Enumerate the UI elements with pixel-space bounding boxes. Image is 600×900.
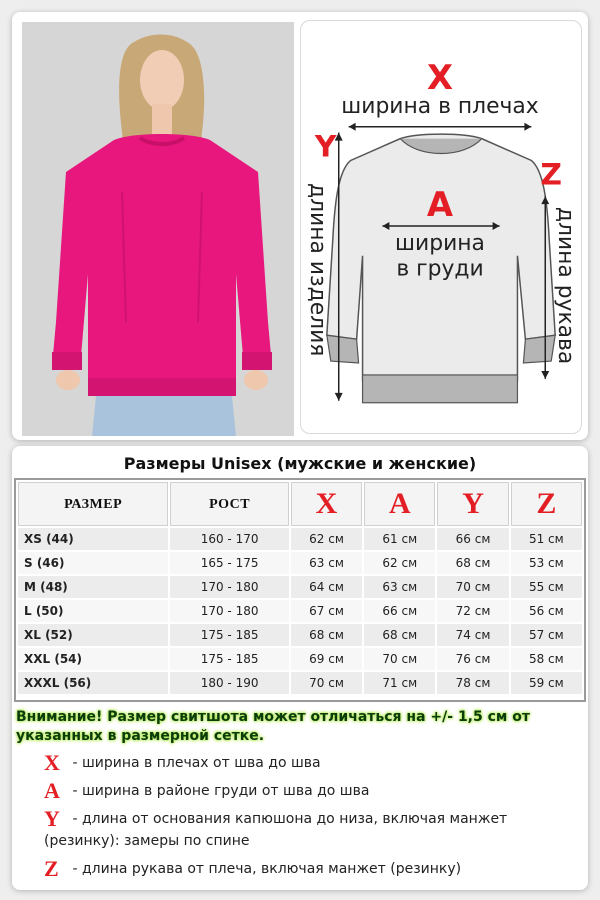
y-cell: 66 см [437, 528, 508, 550]
table-row [18, 600, 582, 622]
y-cell: 68 см [437, 552, 508, 574]
table-row [18, 552, 582, 574]
measurement-diagram [300, 20, 582, 434]
legend-item-y [44, 808, 574, 852]
x-cell: 62 см [291, 528, 362, 550]
size-warning: Внимание! Размер свитшота может отличаться на +/- 1,5 см от указанных в размерной сетке. [16, 709, 530, 744]
height-cell: 170 - 180 [170, 600, 289, 622]
height-cell: 160 - 170 [170, 528, 289, 550]
height-cell: 165 - 175 [170, 552, 289, 574]
legend-letter: A [44, 778, 60, 803]
legend-text: - ширина в районе груди от шва до шва [68, 783, 370, 799]
a-cell: 63 см [364, 576, 435, 598]
z-cell: 51 см [511, 528, 582, 550]
x-cell: 64 см [291, 576, 362, 598]
size-chart-title: Размеры Unisex (мужские и женские) [123, 454, 477, 473]
size-cell: S (46) [18, 552, 168, 574]
size-cell: XXL (54) [18, 648, 168, 670]
table-row [18, 624, 582, 646]
x-cell: 69 см [291, 648, 362, 670]
x-cell: 68 см [291, 624, 362, 646]
diagram-z-letter: Z [540, 157, 563, 193]
legend-item-z [44, 858, 574, 880]
y-cell: 72 см [437, 600, 508, 622]
header-z: Z [511, 482, 582, 526]
table-row [18, 672, 582, 694]
legend-letter: Y [44, 806, 60, 831]
size-info-card [12, 446, 588, 890]
height-cell: 180 - 190 [170, 672, 289, 694]
legend-letter: Z [44, 856, 59, 881]
height-cell: 175 - 185 [170, 624, 289, 646]
product-image-card [12, 12, 588, 440]
y-cell: 74 см [437, 624, 508, 646]
z-cell: 57 см [511, 624, 582, 646]
diagram-z-label: длина рукава [553, 206, 579, 365]
size-cell: XS (44) [18, 528, 168, 550]
y-cell: 78 см [437, 672, 508, 694]
diagram-a-letter: A [426, 185, 454, 225]
diagram-y-letter: Y [314, 129, 337, 165]
z-cell: 58 см [511, 648, 582, 670]
z-cell: 55 см [511, 576, 582, 598]
legend-text: - ширина в плечах от шва до шва [68, 755, 321, 771]
size-cell: XXXL (56) [18, 672, 168, 694]
a-cell: 62 см [364, 552, 435, 574]
a-cell: 70 см [364, 648, 435, 670]
header-height: РОСТ [170, 482, 289, 526]
diagram-a-label-line1: ширина [395, 230, 485, 256]
z-cell: 53 см [511, 552, 582, 574]
diagram-x-letter: X [426, 57, 454, 97]
z-cell: 59 см [511, 672, 582, 694]
header-y: Y [437, 482, 508, 526]
height-cell: 170 - 180 [170, 576, 289, 598]
legend-item-a [44, 780, 574, 802]
diagram-a-label-line2: в груди [396, 256, 484, 282]
size-table [14, 478, 586, 702]
table-row [18, 576, 582, 598]
x-cell: 63 см [291, 552, 362, 574]
a-cell: 61 см [364, 528, 435, 550]
a-cell: 68 см [364, 624, 435, 646]
legend-text: - длина от основания капюшона до низа, включая манжет (резинку): замеры по спине [44, 811, 508, 849]
table-header-row [18, 482, 582, 526]
y-cell: 70 см [437, 576, 508, 598]
z-cell: 56 см [511, 600, 582, 622]
size-cell: L (50) [18, 600, 168, 622]
legend-text: - длина рукава от плеча, включая манжет (резинку) [68, 861, 462, 877]
header-x: X [291, 482, 362, 526]
model-photo-image [22, 22, 294, 436]
table-row [18, 648, 582, 670]
header-size: РАЗМЕР [18, 482, 168, 526]
measurement-legend [44, 752, 574, 886]
model-photo [22, 22, 294, 436]
table-row [18, 528, 582, 550]
a-cell: 71 см [364, 672, 435, 694]
height-cell: 175 - 185 [170, 648, 289, 670]
diagram-y-label: длина изделия [304, 182, 330, 357]
y-cell: 76 см [437, 648, 508, 670]
size-cell: XL (52) [18, 624, 168, 646]
a-cell: 66 см [364, 600, 435, 622]
x-cell: 67 см [291, 600, 362, 622]
legend-item-x [44, 752, 574, 774]
size-cell: M (48) [18, 576, 168, 598]
diagram-x-label: ширина в плечах [341, 93, 539, 119]
legend-letter: X [44, 750, 60, 775]
x-cell: 70 см [291, 672, 362, 694]
header-a: A [364, 482, 435, 526]
